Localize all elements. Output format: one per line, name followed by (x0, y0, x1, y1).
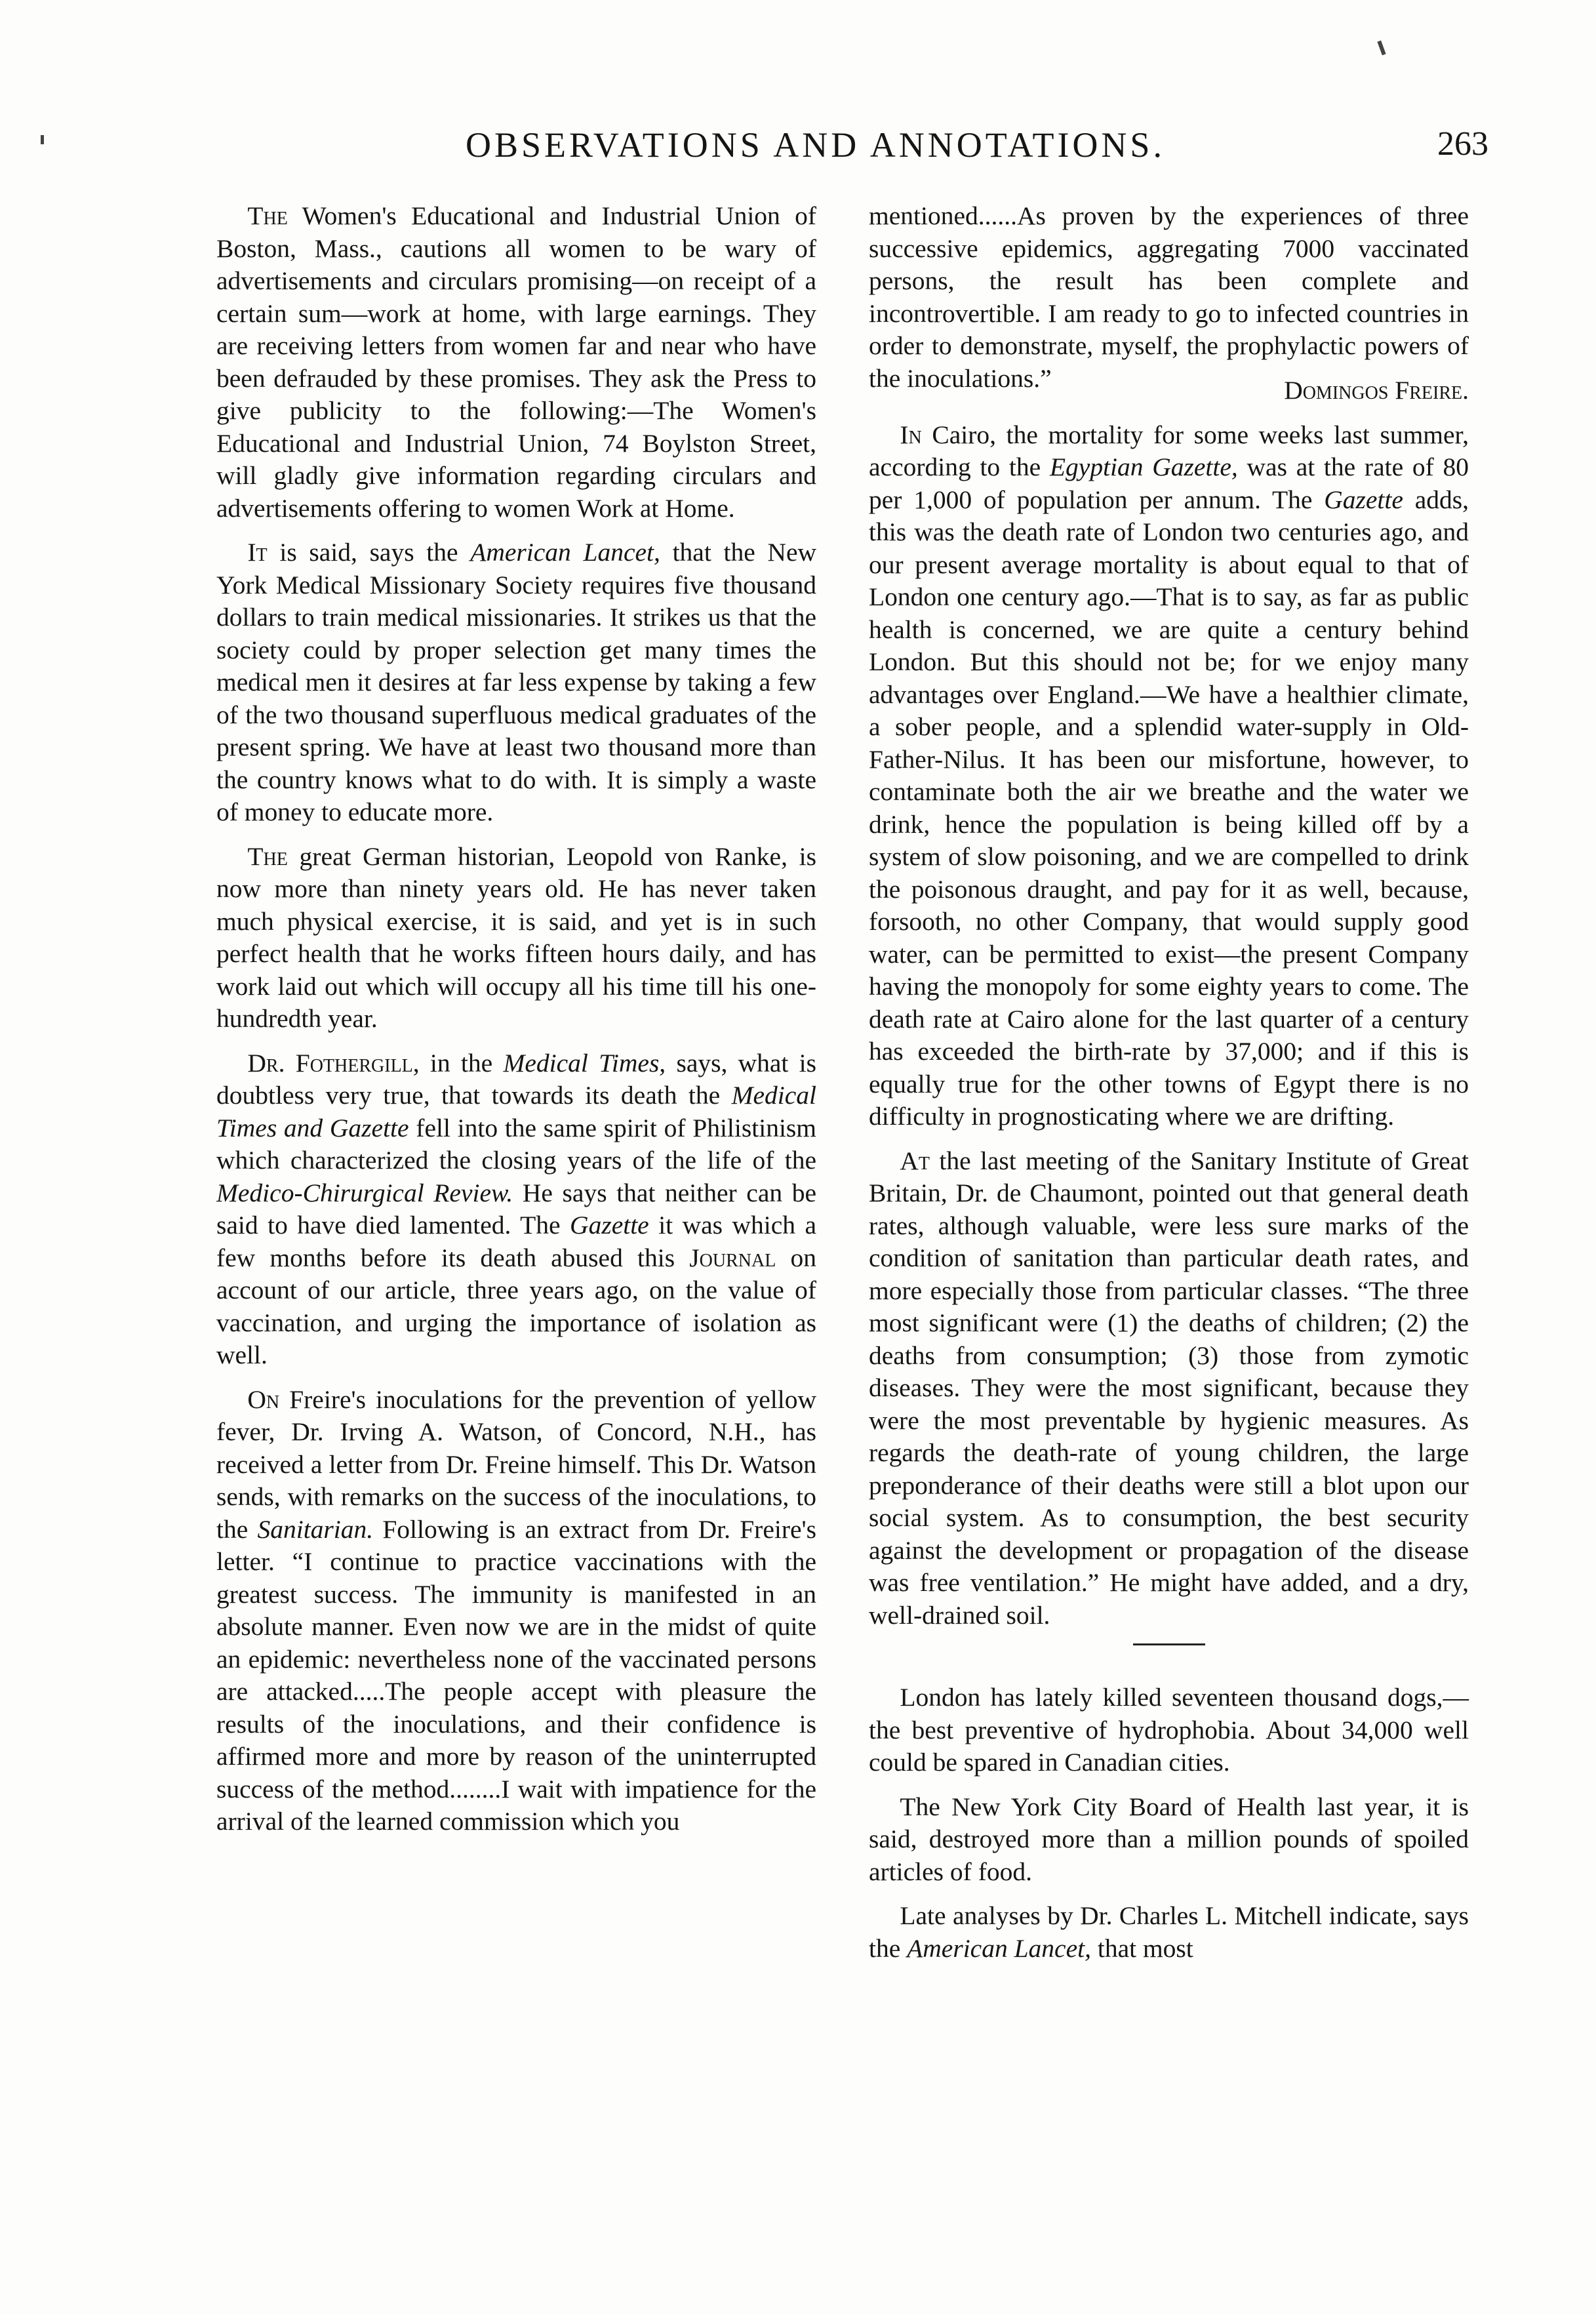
paragraph-text: Late analyses by Dr. Charles L. Mitchell indicate, says the (869, 1901, 1469, 1963)
lead-word: In (900, 420, 922, 449)
publication-name: American Lancet, (470, 538, 660, 567)
paragraph-text: The New York City Board of Health last year, it is said, destroyed more than a million pounds of spoiled articles of food. (869, 1792, 1469, 1886)
lead-word: It (247, 538, 268, 567)
paragraph-freire-letter-continued (869, 200, 1469, 395)
paragraph-sanitary-institute (869, 1145, 1469, 1632)
paragraph-london-dogs (869, 1681, 1469, 1779)
lead-word: On (247, 1384, 280, 1414)
lead-word: The (247, 841, 288, 871)
paragraph-text: in the (429, 1048, 493, 1077)
lead-word: The (247, 201, 288, 230)
paragraph-text: on account of our article, three years ago, on the value of vaccination, and urging the importance of isolation as well. (216, 1243, 817, 1369)
paragraph-text: the last meeting of the Sanitary Institute of Great Britain, Dr. de Chaumont, pointed out that general death rates, although valuable, were less sure marks of the condition of sanitation than particular death rates, and more especially those from particular classes. “The three most significant were (1) the deaths of children; (2) the deaths from consumption; (3) those from zymotic diseases. They were the most significant, because they were the most preventable by hygienic measures. As regards the death-rate of young children, the large preponderance of their deaths were still a blot upon our social system. As to consumption, the best security against the development or propagation of the disease was free ventilation.” He might have added, and a dry, well-drained soil. (869, 1146, 1469, 1630)
paragraph-text: Freire's inoculations for the prevention of yellow fever, Dr. Irving A. Watson, of Concord, N.H., has received a letter from Dr. Freine himself. This Dr. Watson sends, with remarks on the success of the inoculations, to the (216, 1384, 816, 1544)
paragraph-text: Cairo, the mortality for some weeks last summer, according to the (869, 420, 1469, 481)
publication-name: Gazette (570, 1211, 649, 1239)
paragraph-medical-missionary (216, 536, 816, 829)
publication-name: Medical Times, (503, 1048, 666, 1077)
paragraph-nyc-board-of-health (869, 1791, 1469, 1889)
publication-name: Medical Times and Gazette (216, 1081, 816, 1142)
paragraph-von-ranke (216, 841, 816, 1036)
right-column (869, 200, 1469, 1977)
signature: Domingos Freire. (1284, 376, 1469, 405)
left-column (216, 200, 816, 1850)
paragraph-cairo-mortality (869, 419, 1469, 1133)
journal-name: Journal (689, 1243, 776, 1272)
paragraph-text: is said, says the (279, 538, 458, 567)
publication-name: Sanitarian. (257, 1514, 374, 1544)
paragraph-text: Following is an extract from Dr. Freire's letter. “I continue to practice vaccinations with the greatest success. The immunity is manifested in an absolute manner. Even now we are in the midst of quite an epidemic: nevertheless none of the vaccinated persons are attacked.....The people accept with pleasure the results of the inoculations, and their confidence is affirmed more and more by reason of the uninterrupted success of the method........I wait with impatience for the arrival of the learned commission which you (216, 1514, 817, 1836)
running-header (216, 125, 1488, 177)
paragraph-mitchell-analyses (869, 1900, 1469, 1965)
publication-name: Medico-Chirurgical Review. (216, 1178, 513, 1207)
paragraph-text: London has lately killed seventeen thousand dogs,—the best preventive of hydrophobia. About 34,000 well could be spared in Canadian cities. (869, 1683, 1469, 1777)
publication-name: American Lancet, (907, 1933, 1091, 1963)
lead-word: At (900, 1146, 930, 1175)
paragraph-womens-union (216, 200, 816, 525)
page-number: 263 (1437, 125, 1488, 163)
paragraph-text: it was which a few months before its death abused this (216, 1211, 817, 1272)
publication-name: Gazette (1324, 485, 1403, 514)
paragraph-text: says, what is doubtless very true, that towards its death the (216, 1048, 817, 1110)
paragraph-text: adds, this was the death rate of London two centuries ago, and our present average mortality is about equal to that of London one century ago.—That is to say, as far as public health is concerned, we are quite a century behind London. But this should not be; for we enjoy many advantages over England.—We have a healthier climate, a sober people, and a splendid water-supply in Old-Father-Nilus. It has been our misfortune, however, to contaminate both the air we breathe and the water we drink, hence the population is being killed off by a system of slow poisoning, and we are compelled to drink the poisonous draught, and pay for it as well, because, forsooth, no other Company, that would supply good water, can be permitted to exist—the present Company having the monopoly for some eighty years to come. The death rate at Cairo alone for the last quarter of a century has exceeded the birth-rate by 37,000; and if this is equally true for the other towns of Egypt there is no difficulty in prognosticating where we are drifting. (869, 485, 1469, 1131)
paragraph-text: Women's Educational and Industrial Union of Boston, Mass., cautions all women to be wary of advertisements and circulars promising—on receipt of a certain sum—work at home, with large earnings. They are receiving letters from women far and near who have been defrauded by these promises. They ask the Press to give publicity to the following:—The Women's Educational and Industrial Union, 74 Boylston Street, will gladly give information regarding circulars and advertisements offering to women Work at Home. (216, 201, 816, 523)
paragraph-text: fell into the same spirit of Philistinism which characterized the closing years of the life of the (216, 1113, 817, 1175)
running-title: OBSERVATIONS AND ANNOTATIONS. (466, 125, 1165, 165)
lead-word: Dr. Fothergill, (247, 1048, 420, 1077)
paragraph-text: that the New York Medical Missionary Society requires five thousand dollars to train medical missionaries. It strikes us that the society could by proper selection get many times the medical men it desires at far less expense by taking a few of the two thousand superfluous medical graduates of the present spring. We have at least two thousand more than the country knows what to do with. It is simply a waste of money to educate more. (216, 538, 817, 826)
section-divider (1133, 1643, 1205, 1645)
paragraph-freire-inoculations (216, 1384, 816, 1838)
paragraph-text: He says that neither can be said to have died lamented. The (216, 1178, 817, 1239)
paragraph-text: that most (1097, 1933, 1193, 1963)
paragraph-fothergill (216, 1047, 816, 1372)
publication-name: Egyptian Gazette, (1049, 453, 1238, 481)
print-speck (41, 135, 44, 144)
paragraph-text: was at the rate of 80 per 1,000 of population per annum. The (869, 453, 1469, 514)
print-speck (1377, 41, 1386, 56)
paragraph-text: great German historian, Leopold von Ranke, is now more than ninety years old. He has never taken much physical exercise, it is said, and yet is in such perfect health that he works fifteen hours daily, and has work laid out which will occupy all his time till his one-hundredth year. (216, 841, 816, 1033)
paragraph-text: mentioned......As proven by the experiences of three successive epidemics, aggregating 7000 vaccinated persons, the result has been complete and incontrovertible. I am ready to go to infected countries in order to demonstrate, myself, the prophylactic powers of the inoculations.” (869, 201, 1469, 393)
